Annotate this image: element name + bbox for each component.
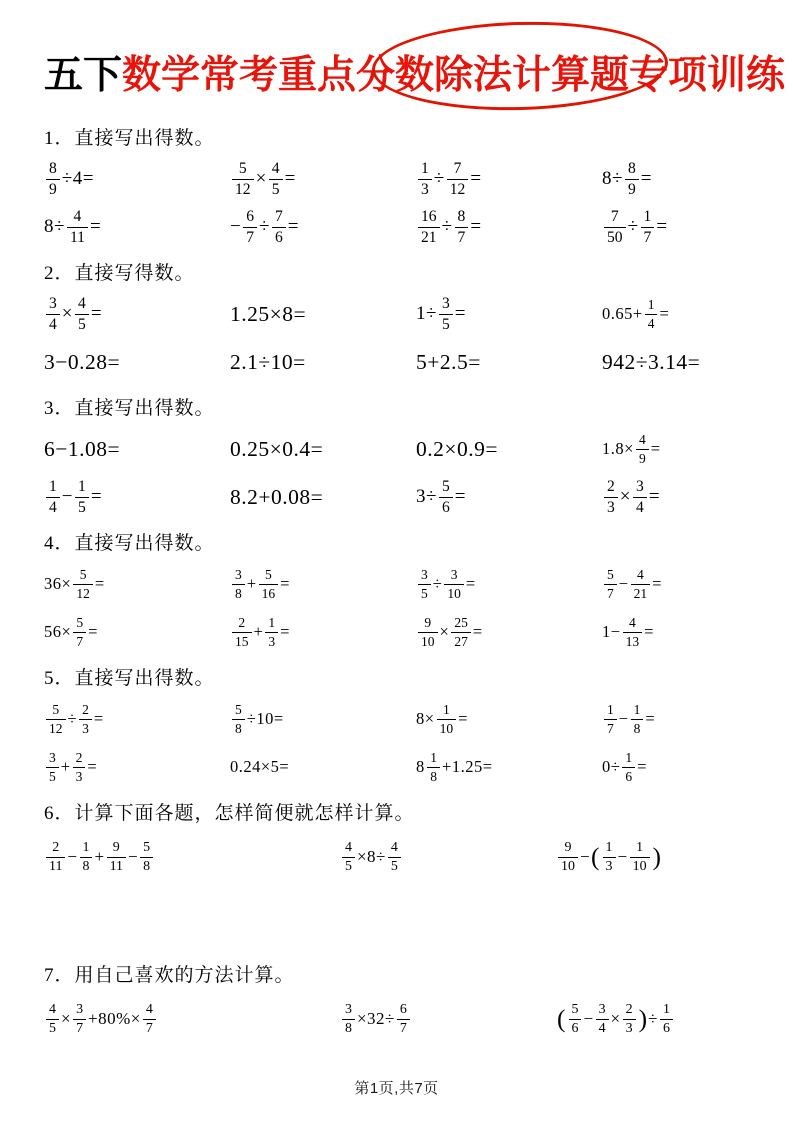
equation-text: 2.1÷10= bbox=[230, 349, 306, 374]
equation bbox=[340, 833, 556, 881]
fraction: $\frac{4}{13}$ bbox=[623, 615, 643, 648]
fraction: $\frac{2}{3}$ bbox=[623, 1002, 636, 1036]
section-3 bbox=[44, 396, 757, 518]
section-1 bbox=[44, 126, 757, 248]
equation bbox=[44, 158, 230, 200]
fraction: $\frac{4}{5}$ bbox=[388, 840, 401, 874]
fraction: $\frac{1}{7}$ bbox=[604, 702, 617, 735]
equation-text: × bbox=[619, 486, 632, 507]
fraction: $\frac{5}{6}$ bbox=[569, 1002, 582, 1036]
equation-text: = bbox=[280, 574, 290, 593]
parenthesis: ) bbox=[652, 842, 662, 871]
fraction: $\frac{5}{6}$ bbox=[439, 478, 453, 515]
fraction: $\frac{4}{5}$ bbox=[342, 840, 355, 874]
equation-text: 0.25×0.4= bbox=[230, 436, 324, 461]
equation-text: +80%× bbox=[88, 1009, 141, 1028]
fraction: $\frac{2}{11}$ bbox=[46, 840, 65, 874]
fraction: $\frac{6}{7}$ bbox=[397, 1002, 410, 1036]
fraction: $\frac{4}{5}$ bbox=[75, 295, 89, 332]
fraction: $\frac{1}{4}$ bbox=[645, 297, 658, 330]
equation-text: = bbox=[470, 168, 482, 189]
equation-text: ÷4= bbox=[61, 168, 94, 189]
section-3-heading: 3．直接写出得数。 bbox=[44, 398, 215, 419]
fraction: $\frac{3}{5}$ bbox=[439, 295, 453, 332]
equation-text: 0.24×5= bbox=[230, 757, 290, 776]
fraction: $\frac{1}{4}$ bbox=[46, 478, 60, 515]
equation-text: × bbox=[610, 1009, 621, 1028]
equation-text: ÷ bbox=[67, 709, 78, 728]
mixed-number-whole: 8 bbox=[416, 757, 425, 776]
equation bbox=[416, 158, 602, 200]
fraction: $\frac{4}{7}$ bbox=[143, 1002, 156, 1036]
equation bbox=[416, 611, 602, 653]
equation-text: ÷ bbox=[441, 216, 453, 237]
equation-text: = bbox=[659, 304, 670, 323]
equation-text: + bbox=[246, 574, 257, 593]
equation bbox=[230, 293, 416, 335]
equation-text: = bbox=[458, 709, 468, 728]
section-4 bbox=[44, 531, 757, 653]
equation bbox=[602, 476, 757, 518]
fraction: $\frac{1}{7}$ bbox=[641, 208, 655, 245]
equation-text: = bbox=[640, 168, 652, 189]
equation-text: = bbox=[87, 757, 98, 776]
equation bbox=[416, 746, 602, 788]
equation bbox=[230, 611, 416, 653]
equation-text: + bbox=[253, 622, 264, 641]
equation-text: + bbox=[60, 757, 71, 776]
fraction: $\frac{8}{7}$ bbox=[455, 208, 469, 245]
equation bbox=[230, 206, 416, 248]
section-6 bbox=[44, 801, 757, 881]
fraction: $\frac{3}{5}$ bbox=[46, 750, 59, 783]
fraction: $\frac{4}{9}$ bbox=[636, 432, 649, 465]
fraction: $\frac{6}{7}$ bbox=[243, 208, 257, 245]
fraction: $\frac{1}{10}$ bbox=[437, 702, 457, 735]
equation-text: ÷ bbox=[648, 1009, 658, 1028]
fraction: $\frac{1}{6}$ bbox=[622, 750, 635, 783]
equation-text: − bbox=[61, 486, 74, 507]
section-1-equation-grid bbox=[44, 158, 757, 248]
equation-text: = bbox=[284, 168, 296, 189]
equation-text: = bbox=[94, 574, 105, 593]
fraction: $\frac{8}{9}$ bbox=[625, 160, 639, 197]
equation bbox=[44, 293, 230, 335]
equation-text: 942÷3.14= bbox=[602, 349, 701, 374]
parenthesis: ( bbox=[557, 1004, 566, 1033]
section-6-heading: 6．计算下面各题，怎样简便就怎样计算。 bbox=[44, 803, 415, 824]
equation-text: × bbox=[60, 1009, 72, 1028]
fraction: $\frac{5}{8}$ bbox=[232, 702, 245, 735]
equation-text: 8.2+0.08= bbox=[230, 484, 324, 509]
section-5-equation-grid bbox=[44, 698, 757, 788]
fraction: $\frac{3}{5}$ bbox=[418, 567, 431, 600]
fraction: $\frac{3}{4}$ bbox=[596, 1002, 609, 1036]
equation bbox=[230, 158, 416, 200]
equation bbox=[44, 833, 340, 881]
equation bbox=[44, 611, 230, 653]
fraction: $\frac{4}{5}$ bbox=[269, 160, 283, 197]
fraction: $\frac{2}{3}$ bbox=[79, 702, 92, 735]
equation-text: = bbox=[652, 574, 662, 593]
equation bbox=[230, 746, 416, 788]
equation-text: + bbox=[94, 847, 105, 866]
equation bbox=[416, 476, 602, 518]
equation-text: = bbox=[280, 622, 290, 641]
equation bbox=[602, 206, 757, 248]
equation-text: ÷ bbox=[433, 168, 445, 189]
equation-text: = bbox=[648, 486, 661, 507]
equation bbox=[602, 698, 757, 740]
equation bbox=[416, 206, 602, 248]
equation bbox=[602, 611, 757, 653]
equation bbox=[416, 341, 602, 383]
equation-text: = bbox=[90, 303, 103, 324]
fraction: $\frac{1}{8}$ bbox=[631, 702, 644, 735]
equation-text: 8× bbox=[416, 709, 435, 728]
equation-text: = bbox=[465, 574, 476, 593]
section-2-equation-grid bbox=[44, 293, 757, 383]
equation-text: +1.25= bbox=[442, 757, 493, 776]
equation bbox=[602, 158, 757, 200]
fraction: $\frac{3}{4}$ bbox=[633, 478, 647, 515]
equation-text: × bbox=[61, 303, 74, 324]
fraction: $\frac{16}{21}$ bbox=[418, 208, 440, 245]
equation bbox=[602, 428, 757, 470]
equation-text: = bbox=[645, 709, 656, 728]
fraction: $\frac{25}{27}$ bbox=[451, 615, 471, 648]
equation-text: − bbox=[67, 847, 78, 866]
parenthesis: ( bbox=[591, 842, 600, 871]
equation-text: 1− bbox=[602, 622, 621, 641]
equation-text: ×32÷ bbox=[356, 1009, 395, 1028]
fraction: $\frac{1}{10}$ bbox=[630, 840, 650, 874]
page-number-footer: 第1页,共7页 bbox=[354, 1080, 439, 1097]
equation-text: − bbox=[617, 847, 628, 866]
equation-text: = bbox=[650, 439, 661, 458]
equation bbox=[340, 995, 556, 1043]
equation-text: = bbox=[93, 709, 104, 728]
fraction: $\frac{2}{3}$ bbox=[604, 478, 618, 515]
fraction: $\frac{4}{11}$ bbox=[67, 208, 88, 245]
fraction: $\frac{5}{12}$ bbox=[46, 702, 66, 735]
equation-text: × bbox=[439, 622, 450, 641]
equation-text: 56× bbox=[44, 622, 72, 641]
equation bbox=[602, 341, 757, 383]
fraction: $\frac{5}{7}$ bbox=[73, 615, 86, 648]
equation-text: 1.25×8= bbox=[230, 301, 307, 326]
equation-text: 0÷ bbox=[602, 757, 621, 776]
equation bbox=[230, 563, 416, 605]
equation bbox=[602, 746, 757, 788]
equation bbox=[44, 476, 230, 518]
fraction: $\frac{3}{8}$ bbox=[342, 1002, 355, 1036]
fraction: $\frac{5}{16}$ bbox=[259, 567, 279, 600]
fraction: $\frac{1}{8}$ bbox=[427, 750, 440, 783]
equation bbox=[230, 428, 416, 470]
fraction: $\frac{2}{15}$ bbox=[232, 615, 252, 648]
fraction: $\frac{9}{10}$ bbox=[418, 615, 438, 648]
fraction: $\frac{1}{8}$ bbox=[80, 840, 93, 874]
equation-text: = bbox=[637, 757, 647, 776]
equation-text: = bbox=[89, 216, 102, 237]
equation-text: = bbox=[656, 216, 668, 237]
equation bbox=[230, 476, 416, 518]
equation-text: = bbox=[454, 486, 466, 507]
fraction: $\frac{5}{12}$ bbox=[73, 567, 93, 600]
equation bbox=[416, 428, 602, 470]
fraction: $\frac{1}{3}$ bbox=[265, 615, 278, 648]
equation-text: ÷ bbox=[627, 216, 639, 237]
equation-text: 5+2.5= bbox=[416, 349, 481, 374]
equation bbox=[556, 833, 757, 881]
equation-text: − bbox=[618, 709, 629, 728]
fraction: $\frac{9}{11}$ bbox=[107, 840, 126, 874]
fraction: $\frac{3}{10}$ bbox=[444, 567, 464, 600]
equation bbox=[416, 293, 602, 335]
equation-text: = bbox=[472, 622, 483, 641]
equation bbox=[416, 563, 602, 605]
section-4-heading: 4．直接写出得数。 bbox=[44, 533, 215, 554]
equation bbox=[44, 995, 340, 1043]
section-7-heading: 7．用自己喜欢的方法计算。 bbox=[44, 965, 295, 986]
fraction: $\frac{4}{21}$ bbox=[631, 567, 651, 600]
equation bbox=[44, 563, 230, 605]
section-3-equation-grid bbox=[44, 428, 757, 518]
worksheet-title bbox=[44, 0, 786, 100]
equation bbox=[44, 746, 230, 788]
equation-text: 3−0.28= bbox=[44, 349, 121, 374]
equation-text: = bbox=[644, 622, 654, 641]
equation bbox=[230, 341, 416, 383]
equation-text: 3÷ bbox=[416, 486, 437, 507]
title-main-text: 数学常考重点分数除法计算题专项训练 bbox=[122, 54, 786, 97]
equation-text: 8÷ bbox=[602, 168, 623, 189]
section-7-equation-grid bbox=[44, 995, 757, 1043]
equation bbox=[416, 698, 602, 740]
equation bbox=[44, 206, 230, 248]
equation-text: − bbox=[618, 574, 629, 593]
equation bbox=[44, 341, 230, 383]
equation-text: − bbox=[230, 216, 242, 237]
fraction: $\frac{8}{9}$ bbox=[46, 160, 60, 197]
equation-text: ÷10= bbox=[246, 709, 284, 728]
fraction: $\frac{4}{5}$ bbox=[46, 1002, 59, 1036]
equation-text: ×8÷ bbox=[356, 847, 386, 866]
fraction: $\frac{2}{3}$ bbox=[73, 750, 86, 783]
section-4-equation-grid bbox=[44, 563, 757, 653]
fraction: $\frac{7}{12}$ bbox=[447, 160, 469, 197]
equation-text: 6−1.08= bbox=[44, 436, 121, 461]
fraction: $\frac{7}{50}$ bbox=[604, 208, 626, 245]
section-6-equation-grid bbox=[44, 833, 757, 881]
section-1-heading: 1．直接写出得数。 bbox=[44, 128, 215, 149]
equation-text: = bbox=[88, 622, 98, 641]
equation-text: 1.8× bbox=[602, 439, 634, 458]
section-2 bbox=[44, 261, 757, 383]
equation-text: 0.2×0.9= bbox=[416, 436, 499, 461]
title-grade-prefix: 五下 bbox=[44, 54, 123, 97]
equation-text: = bbox=[454, 303, 466, 324]
equation-text: − bbox=[579, 847, 591, 866]
fraction: $\frac{1}{5}$ bbox=[75, 478, 89, 515]
equation bbox=[44, 698, 230, 740]
equation bbox=[602, 563, 757, 605]
fraction: $\frac{5}{12}$ bbox=[232, 160, 254, 197]
equation-text: × bbox=[255, 168, 267, 189]
fraction: $\frac{1}{3}$ bbox=[603, 840, 616, 874]
equation-text: = bbox=[90, 486, 103, 507]
fraction: $\frac{3}{8}$ bbox=[232, 567, 245, 600]
equation bbox=[230, 698, 416, 740]
fraction: $\frac{9}{10}$ bbox=[558, 840, 578, 874]
fraction: $\frac{5}{7}$ bbox=[604, 567, 617, 600]
equation-text: = bbox=[287, 216, 299, 237]
equation-text: 36× bbox=[44, 574, 72, 593]
fraction: $\frac{5}{8}$ bbox=[140, 840, 153, 874]
fraction: $\frac{3}{4}$ bbox=[46, 295, 60, 332]
equation-text: ÷ bbox=[432, 574, 443, 593]
equation-text: 0.65+ bbox=[602, 304, 643, 323]
fraction: $\frac{1}{3}$ bbox=[418, 160, 432, 197]
equation-text: 8÷ bbox=[44, 216, 65, 237]
equation-text: = bbox=[470, 216, 482, 237]
equation bbox=[556, 995, 757, 1043]
fraction: $\frac{7}{6}$ bbox=[272, 208, 286, 245]
section-2-heading: 2．直接写得数。 bbox=[44, 263, 195, 284]
section-7 bbox=[44, 963, 757, 1043]
equation-text: − bbox=[128, 847, 139, 866]
equation-text: − bbox=[583, 1009, 594, 1028]
section-5 bbox=[44, 666, 757, 788]
fraction: $\frac{1}{6}$ bbox=[660, 1002, 673, 1036]
equation-text: 1÷ bbox=[416, 303, 437, 324]
equation bbox=[44, 428, 230, 470]
equation-text: ÷ bbox=[259, 216, 270, 237]
equation bbox=[602, 293, 757, 335]
section-5-heading: 5．直接写出得数。 bbox=[44, 668, 215, 689]
fraction: $\frac{3}{7}$ bbox=[73, 1002, 86, 1036]
parenthesis: ) bbox=[638, 1004, 648, 1033]
